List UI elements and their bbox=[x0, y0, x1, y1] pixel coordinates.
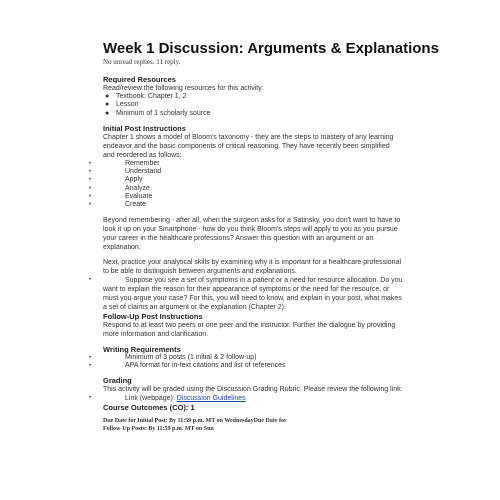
page-title: Week 1 Discussion: Arguments & Explanations bbox=[103, 40, 439, 57]
bullet-icon: • bbox=[89, 185, 92, 192]
follow-up-text: Respond to at least two peers or one peer and the instructor. Further the dialogue by providing more information and clarification. bbox=[103, 321, 396, 338]
course-outcomes: Course Outcomes (CO): 1 bbox=[103, 403, 195, 413]
required-resources-heading: Required Resources bbox=[103, 75, 176, 84]
link-prefix: Link (webpage): bbox=[125, 395, 177, 403]
due-date-line-2: Follow-Up Posts: By 11:59 p.m. MT on Sun bbox=[103, 425, 214, 432]
reply-status[interactable]: No unread replies. 11 reply. bbox=[103, 58, 181, 66]
bullet-icon: • bbox=[89, 194, 92, 201]
discussion-guidelines-link[interactable]: Discussion Guidelines bbox=[176, 395, 246, 403]
list-item: • APA format for in-text citations and list of references bbox=[89, 361, 286, 369]
list-item: • Analyze bbox=[89, 184, 150, 192]
list-item: • Remember bbox=[89, 159, 160, 167]
bullet-icon: • bbox=[89, 354, 92, 361]
bullet-icon: • bbox=[89, 177, 92, 184]
list-item: • Understand bbox=[89, 168, 162, 176]
grading-link-item bbox=[89, 394, 403, 403]
required-resources-intro: Read/review the following resources for this activity: bbox=[103, 85, 264, 92]
list-item: ● Lesson bbox=[105, 101, 139, 109]
bullet-icon: • bbox=[89, 395, 92, 402]
bullet-icon: • bbox=[89, 160, 92, 167]
initial-post-paragraph-1: Beyond remembering - after all, when the surgeon asks for a Satinsky, you don't want to have to look it up on your Smartphone - how do you think Bloom's steps will apply to you as you pursue your career in the healthcare professions? Answer this question with an argument or an explanation. bbox=[103, 216, 401, 251]
resources-list bbox=[103, 93, 403, 118]
writing-requirements-heading: Writing Requirements bbox=[103, 344, 181, 354]
initial-post-paragraph-3: • Suppose you see a set of symptoms in a patient or a need for resource allocation. Do you want to explain the reason for their appearance of symptoms or the need for the resource, or must you argue your case? For this, you will need to know, and explain in your post, what makes a set of claims an argument or the explanation (Chapter 2). bbox=[89, 276, 403, 311]
list-item: • Minimum of 3 posts (1 initial & 2 follow-up) bbox=[89, 353, 257, 361]
bullet-icon: • bbox=[89, 169, 92, 176]
list-item: • Create bbox=[89, 201, 147, 209]
list-item: • Evaluate bbox=[89, 193, 153, 201]
follow-up-heading: Follow-Up Post Instructions bbox=[103, 311, 203, 321]
bullet-icon: • bbox=[89, 202, 92, 209]
bullet-icon: • bbox=[89, 362, 92, 369]
bullet-icon: ● bbox=[105, 93, 110, 100]
bullet-icon: ● bbox=[105, 101, 110, 109]
due-date-line-1: Due Date for Initial Post: By 11:59 p.m. MT on WednesdayDue Date for bbox=[103, 418, 287, 425]
discussion-page bbox=[89, 40, 439, 433]
grading-text: This activity will be graded using the Discussion Grading Rubric. Please review the following link: bbox=[103, 386, 403, 394]
initial-post-heading: Initial Post Instructions bbox=[103, 123, 186, 133]
list-item: • Apply bbox=[89, 176, 143, 184]
bullet-icon: • bbox=[89, 276, 92, 283]
bullet-icon: ● bbox=[105, 109, 110, 117]
writing-requirements-list bbox=[89, 353, 403, 371]
initial-post-paragraph-2: Next, practice your analytical skills by examining why it is important for a healthcare professional to be able to distinguish between arguments and explanations. bbox=[103, 258, 402, 275]
initial-post-intro: Chapter 1 shows a model of Bloom's taxonomy - they are the steps to mastery of any learning endeavor and the basic components of critical reasoning. They have recently been simplified and reordered as follows: bbox=[103, 133, 394, 159]
bloom-steps-list bbox=[89, 159, 403, 210]
grading-heading: Grading bbox=[103, 376, 132, 386]
list-item: ● Textbook: Chapter 1, 2 bbox=[105, 93, 187, 100]
list-item: ● Minimum of 1 scholarly source bbox=[105, 109, 211, 117]
